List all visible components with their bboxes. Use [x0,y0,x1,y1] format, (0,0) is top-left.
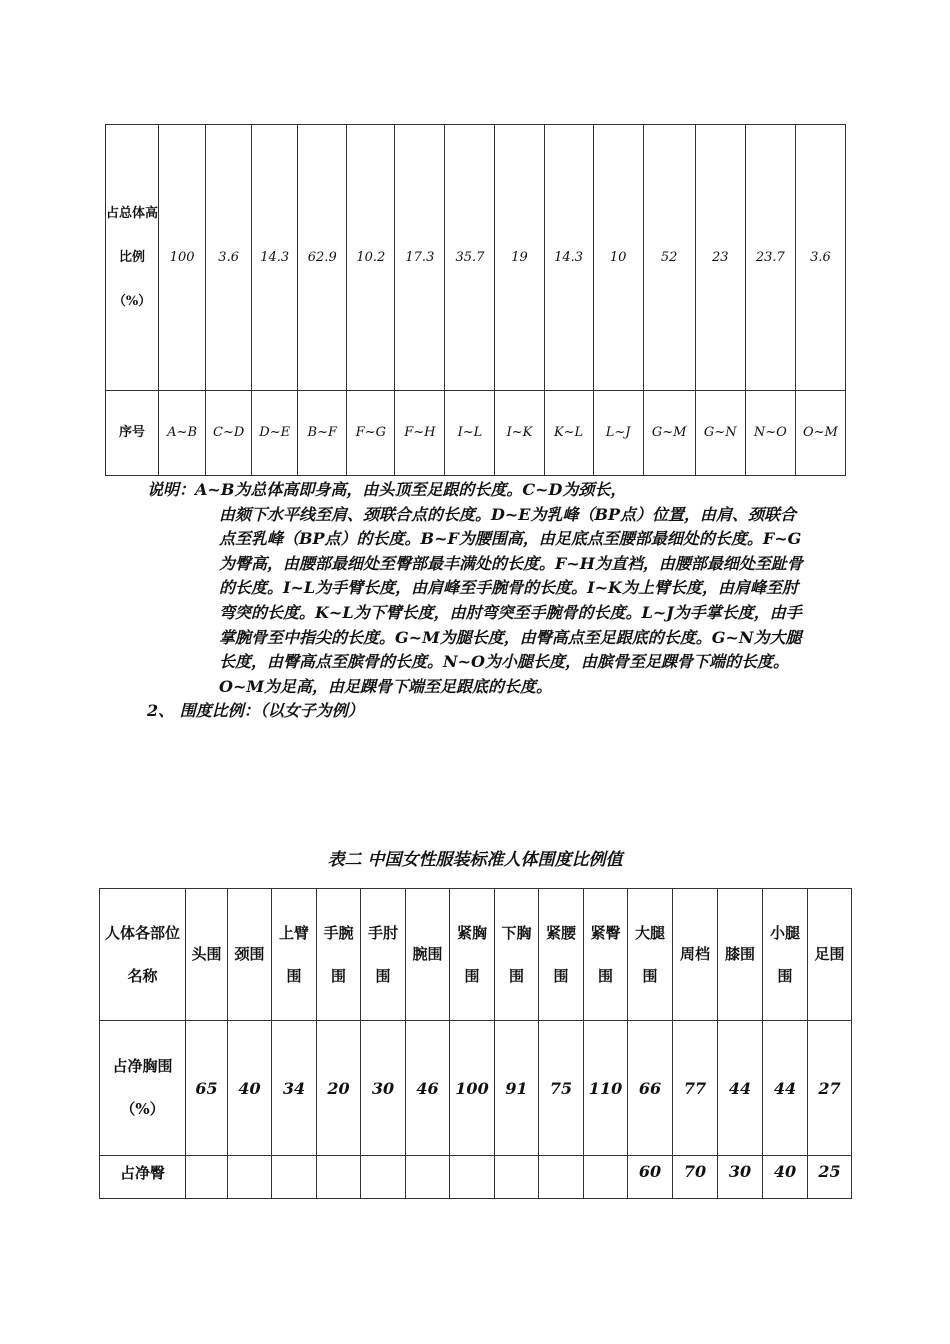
girth-header-cell: 紧臀围 [584,889,628,1021]
chest-ratio-cell: 34 [272,1021,317,1156]
seq-cell: I~K [495,391,544,476]
chest-ratio-cell: 75 [539,1021,584,1156]
body-height-ratio-table [105,124,846,476]
hip-ratio-cell [361,1156,406,1199]
height-ratio-cell: 14.3 [252,125,298,391]
seq-cell: I~L [445,391,495,476]
height-ratio-cell: 19 [495,125,544,391]
notes-lead: 说明：A~B为总体高即身高，由头顶至足跟的长度。C~D为颈长， [147,480,627,499]
height-ratio-cell: 10 [593,125,643,391]
seq-cell: O~M [795,391,845,476]
chest-ratio-cell: 46 [406,1021,450,1156]
seq-cell: F~G [347,391,395,476]
girth-header-cell: 腕围 [406,889,450,1021]
chest-ratio-cell: 40 [228,1021,272,1156]
seq-cell: G~N [695,391,745,476]
hip-ratio-cell: 25 [808,1156,852,1199]
girth-header-cell: 手腕围 [317,889,361,1021]
chest-ratio-cell: 110 [584,1021,628,1156]
hip-ratio-cell: 70 [673,1156,718,1199]
hip-ratio-cell [186,1156,228,1199]
height-ratio-cell: 62.9 [298,125,347,391]
chest-ratio-cell: 30 [361,1021,406,1156]
girth-header-cell: 上臂围 [272,889,317,1021]
chest-ratio-cell: 66 [628,1021,673,1156]
hip-ratio-cell [228,1156,272,1199]
girth-header-cell: 颈围 [228,889,272,1021]
hip-ratio-cell: 60 [628,1156,673,1199]
chest-ratio-cell: 20 [317,1021,361,1156]
hip-ratio-cell [584,1156,628,1199]
height-ratio-cell: 52 [643,125,695,391]
height-ratio-cell: 23 [695,125,745,391]
girth-header-cell: 紧胸围 [450,889,495,1021]
height-ratio-cell: 23.7 [745,125,795,391]
hip-ratio-cell [539,1156,584,1199]
hip-ratio-cell: 40 [763,1156,808,1199]
ratio-row-header: 占总体高比例（%） [106,125,159,391]
seq-row-header: 序号 [106,391,159,476]
notes-body: 由颏下水平线至肩、颈联合点的长度。D~E为乳峰（BP点）位置，由肩、颈联合点至乳峰（BP点）的长度。B~F为腰围高，由足底点至腰部最细处的长度。F~G为臀高，由腰部最细处至臀部最丰满处的长度。F~H为直裆，由腰部最细处至趾骨的长度。I~L为手臂长度，由肩峰至手腕骨的长度。I~K为上臂长度，由肩峰至肘弯突的长度。K~L为下臂长度，由肘弯突至手腕骨的长度。L~J为手掌长度，由手掌腕骨至中指尖的长度。G~M为腿长度，由臀高点至足跟底的长度。G~N为大腿长度，由臀高点至膑骨的长度。N~O为小腿长度，由膑骨至足踝骨下端的长度。O~M为足高，由足踝骨下端至足跟底的长度。 [219,504,803,696]
seq-cell: L~J [593,391,643,476]
chest-ratio-cell: 91 [495,1021,539,1156]
chest-ratio-label: 占净胸围（%） [100,1021,186,1156]
girth-header-cell: 膝围 [718,889,763,1021]
height-ratio-cell: 3.6 [206,125,252,391]
hip-ratio-label: 占净臀 [100,1156,186,1199]
height-ratio-cell: 10.2 [347,125,395,391]
hip-ratio-cell [495,1156,539,1199]
girth-header-cell: 紧腰围 [539,889,584,1021]
seq-cell: B~F [298,391,347,476]
seq-cell: F~H [395,391,445,476]
height-ratio-cell: 17.3 [395,125,445,391]
chest-ratio-cell: 65 [186,1021,228,1156]
chest-ratio-cell: 44 [718,1021,763,1156]
body-part-header: 人体各部位名称 [100,889,186,1021]
table-caption: 表二 中国女性服装标准人体围度比例值 [327,850,623,870]
seq-cell: N~O [745,391,795,476]
chest-ratio-cell: 27 [808,1021,852,1156]
girth-header-cell: 周档 [673,889,718,1021]
girth-header-cell: 足围 [808,889,852,1021]
section-heading: 2、 围度比例：（以女子为例） [147,701,364,721]
hip-ratio-cell: 30 [718,1156,763,1199]
seq-cell: A~B [159,391,206,476]
hip-ratio-cell [272,1156,317,1199]
girth-header-cell: 下胸围 [495,889,539,1021]
seq-cell: G~M [643,391,695,476]
hip-ratio-cell [450,1156,495,1199]
height-ratio-cell: 3.6 [795,125,845,391]
hip-ratio-cell [317,1156,361,1199]
girth-header-cell: 头围 [186,889,228,1021]
girth-header-cell: 小腿围 [763,889,808,1021]
chest-ratio-cell: 100 [450,1021,495,1156]
girth-header-cell: 大腿围 [628,889,673,1021]
seq-cell: D~E [252,391,298,476]
chest-ratio-cell: 77 [673,1021,718,1156]
girth-ratio-table [99,888,852,1199]
girth-header-cell: 手肘围 [361,889,406,1021]
height-ratio-cell: 35.7 [445,125,495,391]
chest-ratio-cell: 44 [763,1021,808,1156]
seq-cell: K~L [544,391,593,476]
height-ratio-cell: 14.3 [544,125,593,391]
height-ratio-cell: 100 [159,125,206,391]
hip-ratio-cell [406,1156,450,1199]
explanation-notes [147,478,812,724]
seq-cell: C~D [206,391,252,476]
